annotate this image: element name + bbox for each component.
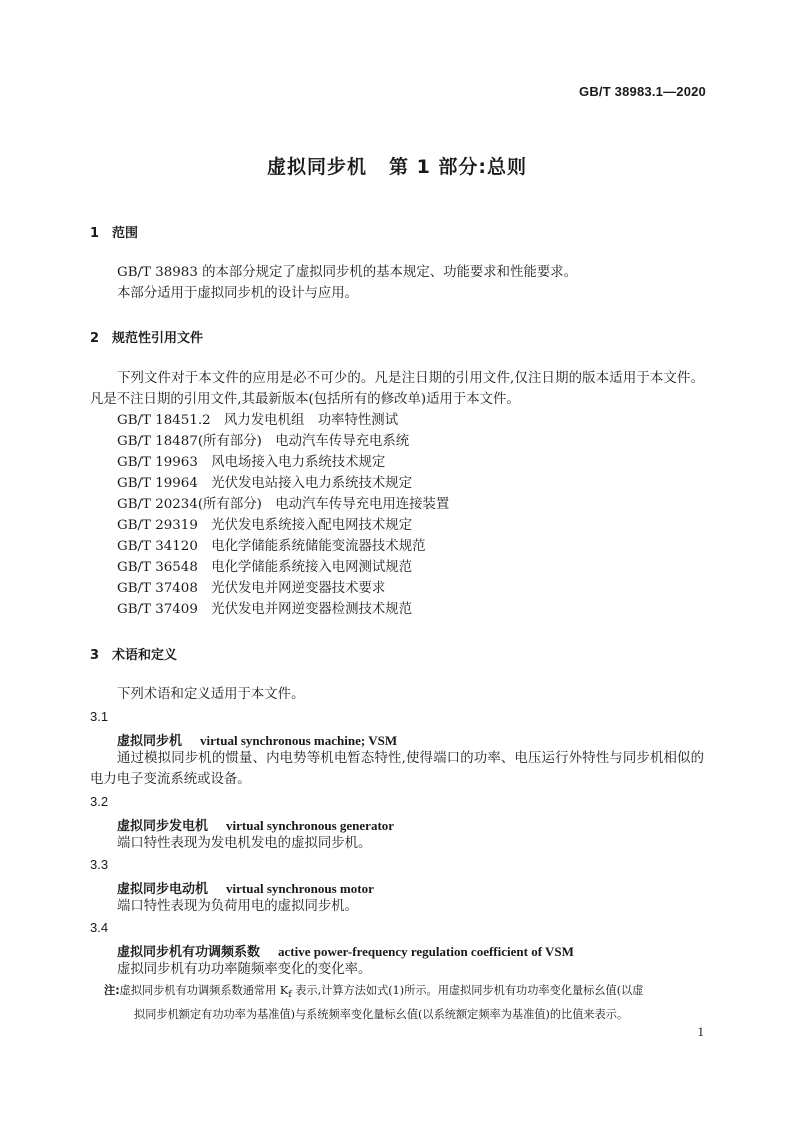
page-number: 1: [697, 1024, 704, 1039]
term-number: 3.2: [90, 794, 109, 809]
term-en: virtual synchronous machine; VSM: [200, 733, 398, 748]
section-heading-scope: [90, 222, 138, 241]
term-en: active power-frequency regulation coefficient of VSM: [278, 944, 574, 959]
reference-item: [117, 599, 412, 620]
reference-code: GB/T 19964: [117, 476, 198, 491]
reference-item: [117, 494, 449, 515]
term-entry: [117, 730, 397, 749]
note-label: 注:: [104, 984, 120, 997]
reference-title: 电动汽车传导充电用连接装置: [275, 497, 450, 512]
term-en: virtual synchronous generator: [226, 818, 395, 833]
reference-code: GB/T 34120: [117, 539, 198, 554]
section-title: 规范性引用文件: [112, 331, 204, 346]
reference-code: GB/T 29319: [117, 518, 198, 533]
section-number: 2: [90, 331, 100, 346]
reference-code: GB/T 37409: [117, 602, 198, 617]
reference-code: GB/T 36548: [117, 560, 198, 575]
term-number: 3.1: [90, 709, 109, 724]
section-title: 术语和定义: [112, 648, 178, 663]
section-heading-normative: [90, 327, 203, 346]
reference-code: GB/T 20234(所有部分): [117, 497, 262, 512]
terms-intro: 下列术语和定义适用于本文件。: [117, 687, 305, 702]
title-main: 虚拟同步机: [266, 156, 367, 178]
term-en: virtual synchronous motor: [226, 881, 374, 896]
reference-code: GB/T 37408: [117, 581, 198, 596]
term-definition: 通过模拟同步机的惯量、内电势等机电暂态特性,使得端口的功率、电压运行外特性与同步机相似的电力电子变流系统或设备。: [90, 751, 704, 787]
term-zh: 虚拟同步发电机: [117, 819, 209, 834]
reference-title: 风力发电机组 功率特性测试: [224, 413, 399, 428]
term-definition: 虚拟同步机有功功率随频率变化的变化率。: [117, 962, 372, 977]
reference-title: 风电场接入电力系统技术规定: [211, 455, 386, 470]
reference-item: [117, 536, 425, 557]
reference-item: [117, 431, 409, 452]
reference-item: [117, 452, 385, 473]
term-zh: 虚拟同步电动机: [117, 882, 209, 897]
reference-title: 电化学储能系统储能变流器技术规范: [211, 539, 426, 554]
term-entry: [117, 878, 374, 897]
term-number: 3.4: [90, 920, 109, 935]
section-heading-terms: [90, 644, 177, 663]
term-zh: 虚拟同步机: [117, 734, 183, 749]
reference-code: GB/T 19963: [117, 455, 198, 470]
note-line-2: 拟同步机额定有功功率为基准值)与系统频率变化量标幺值(以系统额定频率为基准值)的比值来表示。: [134, 1008, 629, 1022]
reference-item: [117, 410, 398, 431]
reference-item: [117, 557, 412, 578]
title-part: 第 1 部分:总则: [388, 156, 528, 178]
note-line-1: 注:虚拟同步机有功调频系数通常用 $K_f$ 表示,计算方法如式(1)所示。用虚拟同步机有功功率变化量标幺值(以虚: [104, 984, 644, 1001]
term-note: [104, 981, 706, 1025]
term-definition: 端口特性表现为发电机发电的虚拟同步机。: [117, 836, 372, 851]
reference-code: GB/T 18487(所有部分): [117, 434, 262, 449]
reference-title: 电化学储能系统接入电网测试规范: [211, 560, 413, 575]
page-title: [0, 152, 794, 179]
section-number: 3: [90, 648, 100, 663]
section-title: 范围: [112, 226, 139, 241]
normative-intro: 下列文件对于本文件的应用是必不可少的。凡是注日期的引用文件,仅注日期的版本适用于本文件。凡是不注日期的引用文件,其最新版本(包括所有的修改单)适用于本文件。: [90, 371, 704, 407]
reference-title: 光伏发电并网逆变器检测技术规范: [211, 602, 413, 617]
reference-title: 电动汽车传导充电系统: [275, 434, 410, 449]
reference-title: 光伏发电系统接入配电网技术规定: [211, 518, 413, 533]
section-number: 1: [90, 226, 100, 241]
scope-paragraph-1: GB/T 38983 的本部分规定了虚拟同步机的基本规定、功能要求和性能要求。: [117, 265, 578, 280]
subscript-f: f: [288, 989, 292, 1001]
reference-title: 光伏发电并网逆变器技术要求: [211, 581, 386, 596]
term-entry: [117, 941, 574, 960]
term-entry: [117, 815, 394, 834]
reference-title: 光伏发电站接入电力系统技术规定: [211, 476, 413, 491]
term-zh: 虚拟同步机有功调频系数: [117, 945, 261, 960]
reference-code: GB/T 18451.2: [117, 413, 211, 428]
term-number: 3.3: [90, 857, 109, 872]
standard-code: GB/T 38983.1—2020: [579, 84, 706, 99]
reference-item: [117, 473, 412, 494]
reference-item: [117, 578, 385, 599]
reference-item: [117, 515, 412, 536]
scope-paragraph-2: 本部分适用于虚拟同步机的设计与应用。: [117, 286, 359, 301]
term-definition: 端口特性表现为负荷用电的虚拟同步机。: [117, 899, 359, 914]
